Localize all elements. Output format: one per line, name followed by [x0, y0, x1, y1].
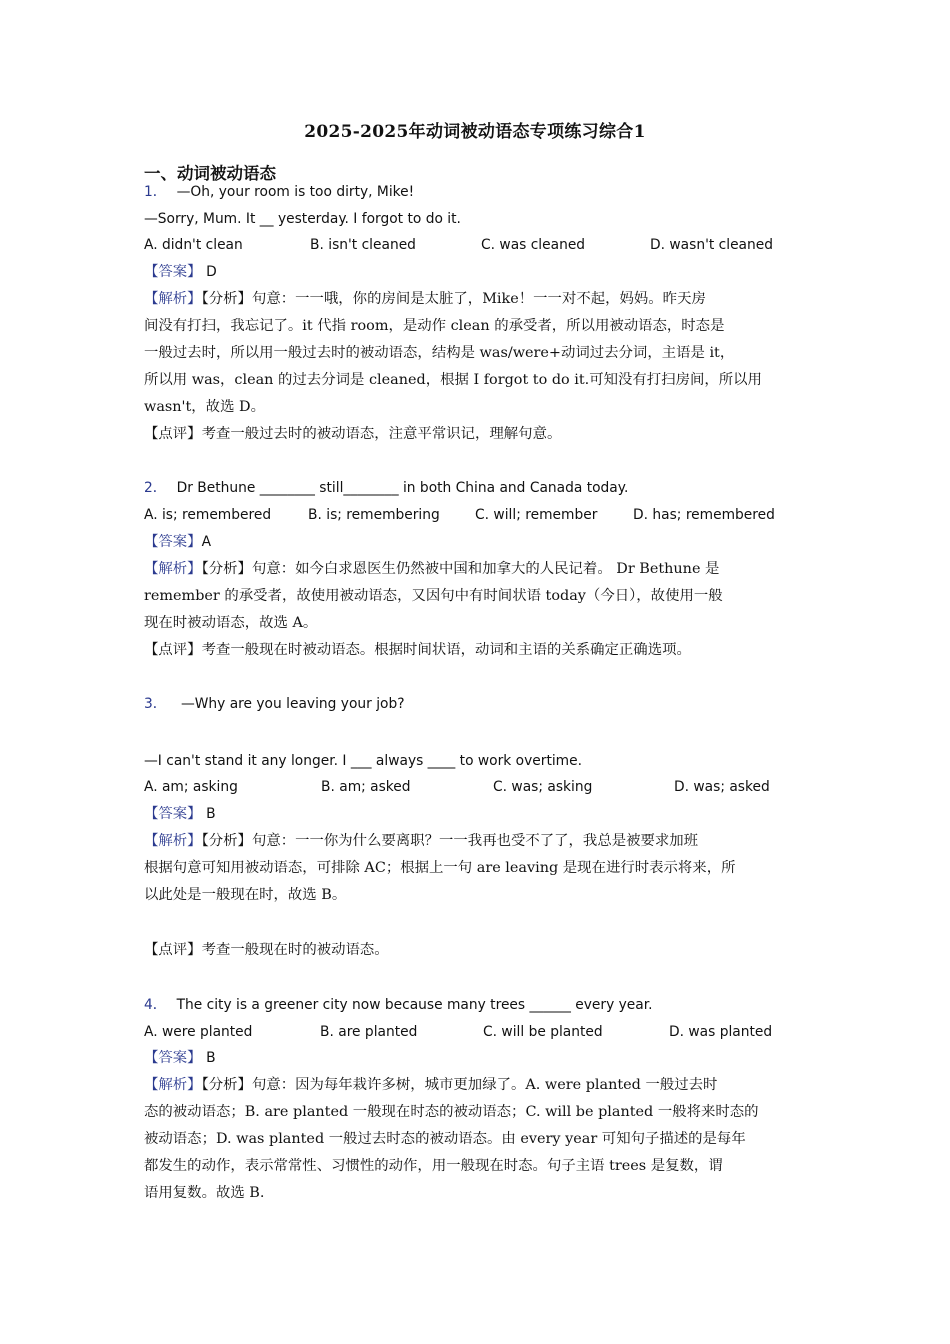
question-4-analysis-5: 语用复数。故选 B.	[144, 1185, 265, 1201]
question-1-line2: —Sorry, Mum. It __ yesterday. I forgot to do it.	[144, 211, 461, 227]
question-3-analysis-3: 以此处是一般现在时，故选 B。	[144, 887, 347, 903]
option-d: D. has; remembered	[633, 507, 775, 523]
question-4-analysis-3: 被动语态；D. was planted 一般过去时态的被动语态。由 every year 可知句子描述的是每年	[144, 1131, 746, 1147]
option-c: C. will be planted	[483, 1024, 603, 1040]
option-c: C. will; remember	[475, 507, 598, 523]
question-number: 3．	[144, 696, 167, 712]
option-a: A. were planted	[144, 1024, 253, 1040]
section-title: 一、动词被动语态	[144, 164, 276, 183]
question-2-review: 【点评】考查一般现在时被动语态。根据时间状语，动词和主语的关系确定正确选项。	[144, 642, 691, 658]
question-3-analysis-2: 根据句意可知用被动语态，可排除 AC；根据上一句 are leaving 是现在进行时表示将来，所	[144, 860, 736, 876]
question-3-review: 【点评】考查一般现在时的被动语态。	[144, 942, 389, 958]
question-3-line2: —I can't stand it any longer. I ___ always ____ to work overtime.	[144, 753, 582, 769]
question-number: 1．	[144, 184, 167, 200]
question-2-analysis-2: remember 的承受者，故使用被动语态，又因句中有时间状语 today（今日），故使用一般	[144, 588, 723, 604]
question-2-analysis-3: 现在时被动语态，故选 A。	[144, 615, 318, 631]
option-d: D. was; asked	[674, 779, 770, 795]
option-a: A. am; asking	[144, 779, 238, 795]
option-b: B. is; remembering	[308, 507, 440, 523]
question-1-analysis-4: 所以用 was，clean 的过去分词是 cleaned，根据 I forgot to do it.可知没有打扫房间，所以用	[144, 372, 762, 388]
question-2-analysis-1: 【解析】【分析】句意：如今白求恩医生仍然被中国和加拿大的人民记着。 Dr Bethune 是	[144, 561, 720, 577]
option-d: D. wasn't cleaned	[650, 237, 774, 253]
question-1-answer: 【答案】 D	[144, 264, 217, 280]
option-b: B. am; asked	[321, 779, 411, 795]
option-c: C. was; asking	[493, 779, 593, 795]
question-3-answer: 【答案】 B	[144, 806, 216, 822]
question-1-analysis-1: 【解析】【分析】句意：一一哦，你的房间是太脏了，Mike！一一对不起，妈妈。昨天房	[144, 291, 706, 307]
question-number: 2．	[144, 480, 167, 496]
question-1-analysis-3: 一般过去时，所以用一般过去时的被动语态，结构是 was/were+动词过去分词，主语是 it，	[144, 345, 735, 361]
question-1-stem: 1． —Oh, your room is too dirty, Mike!	[144, 184, 415, 200]
question-1-options	[144, 235, 808, 255]
question-3-analysis-1: 【解析】【分析】句意：一一你为什么要离职？一一我再也受不了了，我总是被要求加班	[144, 833, 699, 849]
question-4-analysis-1: 【解析】【分析】句意：因为每年栽许多树，城市更加绿了。A. were planted 一般过去时	[144, 1077, 718, 1093]
question-number: 4．	[144, 997, 167, 1013]
option-b: B. are planted	[320, 1024, 418, 1040]
page-title: 2025-2025年动词被动语态专项练习综合1	[304, 122, 646, 142]
question-1-analysis-5: wasn't，故选 D。	[144, 399, 265, 415]
option-a: A. is; remembered	[144, 507, 272, 523]
question-3-stem: 3． —Why are you leaving your job?	[144, 696, 405, 712]
question-1-analysis-2: 间没有打扫，我忘记了。it 代指 room，是动作 clean 的承受者，所以用被动语态，时态是	[144, 318, 725, 334]
option-c: C. was cleaned	[481, 237, 586, 253]
question-4-analysis-2: 态的被动语态；B. are planted 一般现在时态的被动语态；C. will be planted 一般将来时态的	[144, 1104, 759, 1120]
option-a: A. didn't clean	[144, 237, 243, 253]
question-3-options	[144, 777, 808, 797]
question-4-analysis-4: 都发生的动作，表示常常性、习惯性的动作，用一般现在时态。句子主语 trees 是复数，谓	[144, 1158, 723, 1174]
question-2-answer: 【答案】A	[144, 534, 212, 550]
question-4-answer: 【答案】 B	[144, 1050, 216, 1066]
question-2-options	[144, 505, 808, 525]
option-b: B. isn't cleaned	[310, 237, 416, 253]
option-d: D. was planted	[669, 1024, 773, 1040]
question-4-options	[144, 1022, 808, 1042]
question-2-stem: 2． Dr Bethune ________ still________ in both China and Canada today.	[144, 480, 629, 496]
question-4-stem: 4． The city is a greener city now because many trees ______ every year.	[144, 997, 653, 1013]
question-1-review: 【点评】考查一般过去时的被动语态，注意平常识记，理解句意。	[144, 426, 562, 442]
